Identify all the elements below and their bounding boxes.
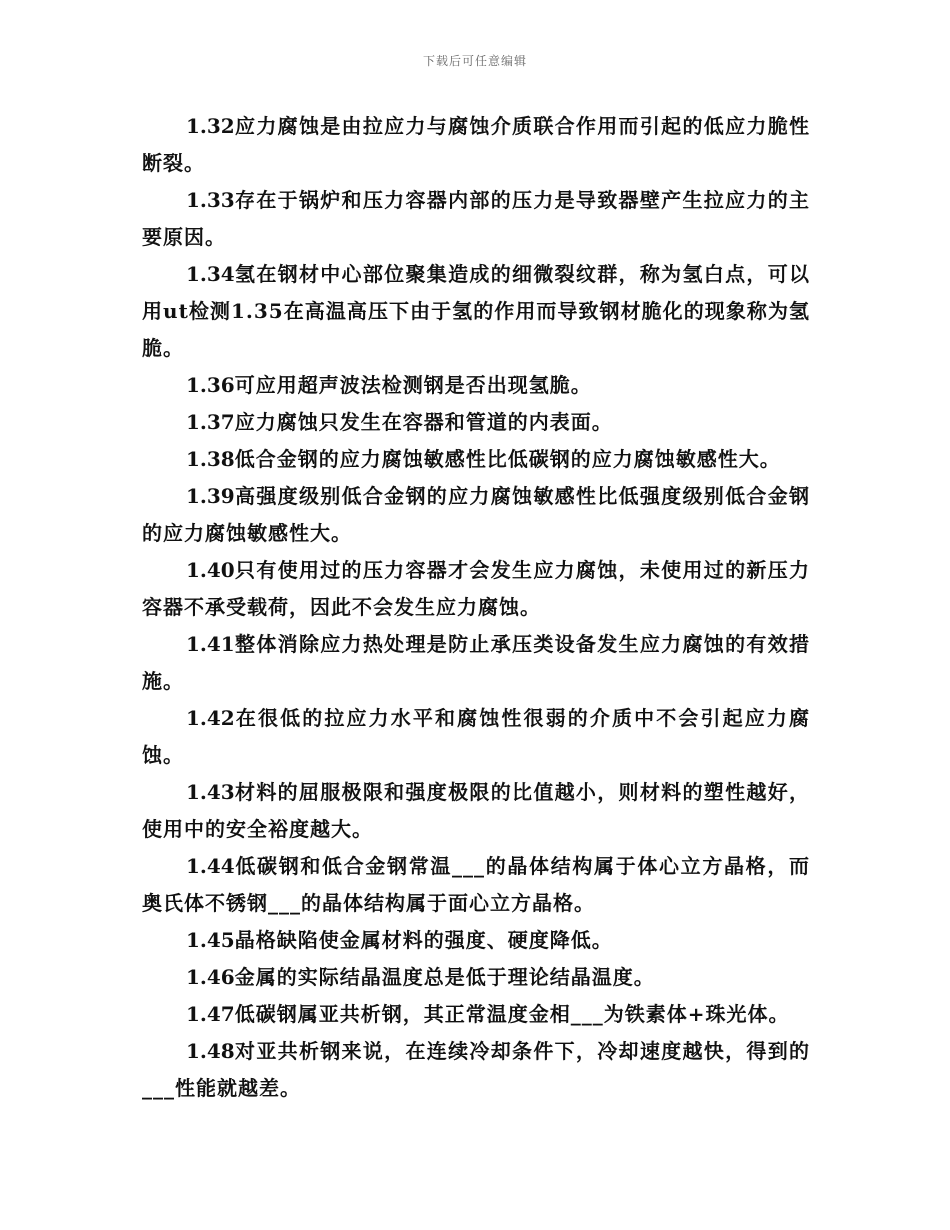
item-number: 1.34 xyxy=(186,262,235,286)
item-text: 可应用超声波法检测钢是否出现氢脆。 xyxy=(234,373,592,397)
paragraph-1-33 xyxy=(142,182,810,256)
paragraph-1-36 xyxy=(142,367,810,404)
paragraph-1-43 xyxy=(142,774,810,848)
paragraph-1-48 xyxy=(142,1033,810,1107)
item-text: 低合金钢的应力腐蚀敏感性比低碳钢的应力腐蚀敏感性大。 xyxy=(234,447,781,471)
item-text: 整体消除应力热处理是防止承压类设备发生应力腐蚀的有效措施。 xyxy=(142,632,810,693)
item-text: 金属的实际结晶温度总是低于理论结晶温度。 xyxy=(234,965,655,989)
paragraph-1-42 xyxy=(142,700,810,774)
item-number: 1.37 xyxy=(186,410,235,434)
item-text: 应力腐蚀只发生在容器和管道的内表面。 xyxy=(234,410,613,434)
paragraph-1-46 xyxy=(142,959,810,996)
document-body xyxy=(142,108,810,1107)
paragraph-1-39 xyxy=(142,478,810,552)
page-header: 下载后可任意编辑 xyxy=(422,54,527,68)
item-text: 存在于锅炉和压力容器内部的压力是导致器壁产生拉应力的主要原因。 xyxy=(142,188,810,249)
item-number: 1.45 xyxy=(186,928,235,952)
paragraph-1-47 xyxy=(142,996,810,1033)
item-number: 1.43 xyxy=(186,780,235,804)
item-number: 1.32 xyxy=(186,114,235,138)
paragraph-1-45 xyxy=(142,922,810,959)
paragraph-1-41 xyxy=(142,626,810,700)
item-text: 对亚共析钢来说，在连续冷却条件下，冷却速度越快，得到的___性能就越差。 xyxy=(142,1039,810,1100)
item-number: 1.38 xyxy=(186,447,235,471)
paragraph-1-37 xyxy=(142,404,810,441)
item-number: 1.44 xyxy=(186,854,235,878)
item-text: 低碳钢属亚共析钢，其正常温度金相___为铁素体+珠光体。 xyxy=(234,1002,790,1026)
item-number: 1.39 xyxy=(186,484,235,508)
item-number: 1.36 xyxy=(186,373,235,397)
paragraph-1-32 xyxy=(142,108,810,182)
item-text: 只有使用过的压力容器才会发生应力腐蚀，未使用过的新压力容器不承受载荷，因此不会发生应力腐蚀。 xyxy=(142,558,810,619)
item-text: 应力腐蚀是由拉应力与腐蚀介质联合作用而引起的低应力脆性断裂。 xyxy=(142,114,810,175)
item-number: 1.41 xyxy=(186,632,235,656)
paragraph-1-38 xyxy=(142,441,810,478)
item-number: 1.33 xyxy=(186,188,235,212)
paragraph-1-44 xyxy=(142,848,810,922)
item-number: 1.42 xyxy=(186,706,235,730)
item-text: 低碳钢和低合金钢常温___的晶体结构属于体心立方晶格，而奥氏体不锈钢___的晶体结构属于面心立方晶格。 xyxy=(142,854,810,915)
item-text: 材料的屈服极限和强度极限的比值越小，则材料的塑性越好，使用中的安全裕度越大。 xyxy=(142,780,810,841)
item-text: 晶格缺陷使金属材料的强度、硬度降低。 xyxy=(234,928,613,952)
item-text: 在很低的拉应力水平和腐蚀性很弱的介质中不会引起应力腐蚀。 xyxy=(142,706,810,767)
item-number: 1.47 xyxy=(186,1002,235,1026)
item-number: 1.40 xyxy=(186,558,235,582)
item-number: 1.48 xyxy=(186,1039,235,1063)
paragraph-1-34 xyxy=(142,256,810,367)
item-text: 高强度级别低合金钢的应力腐蚀敏感性比低强度级别低合金钢的应力腐蚀敏感性大。 xyxy=(142,484,810,545)
paragraph-1-40 xyxy=(142,552,810,626)
item-number: 1.46 xyxy=(186,965,235,989)
item-text: 氢在钢材中心部位聚集造成的细微裂纹群，称为氢白点，可以用ut检测1.35在高温高压下由于氢的作用而导致钢材脆化的现象称为氢脆。 xyxy=(142,262,810,360)
